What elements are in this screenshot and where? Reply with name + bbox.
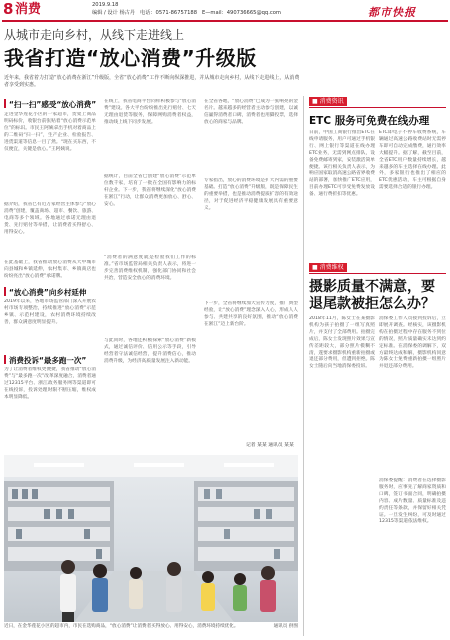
- phone: 电话：0571-86757188: [139, 10, 198, 16]
- caption-text: 近日，在金华莲花小区的超市内，市民在选购商品，“放心消费”让消费者买得放心、用得安心，消费环境持续优化。: [4, 624, 239, 629]
- body-text: 与此同时，各地还积极探索“放心消费”新模式，通过诚信评价、信用公示等手段，引导经营者守法诚信经营，提升消费信心，推动消费升级，为经济高质量发展注入新动能。: [104, 338, 196, 364]
- tag-rule: [309, 273, 446, 274]
- kicker: 从城市走向乡村，从线下走进线上: [4, 28, 185, 42]
- subhead-rural: “放心消费”向乡村延伸: [9, 288, 87, 297]
- issue-date: 2019.9.18: [92, 2, 119, 8]
- photo-caption: [4, 624, 298, 630]
- subhead-marker: [4, 287, 6, 296]
- etc-body-right: ETC即电子不停车收费系统，车辆通过高速公路收费站时无需停车即可自动完成缴费，通行效率大幅提升。据了解，截至目前，全省ETC用户数量持续增长，越来越多的车主选择在线办理。此外，多家银行也推出了相应的ETC优惠活动，车主可根据自身需要选择合适的银行办理。: [379, 130, 446, 191]
- rights-headline: 摄影质量不满意，要退尾款被拒怎么办？: [309, 279, 435, 312]
- body-text: 走进金华莲花小区的一家超市，货架上商品明码标价，收银台前张贴着“放心消费示范单位”的标识。市民王阿姨拿出手机对着商品上的二维码“扫一扫”，生产企业、检验报告、进货渠道等信息一目了然。“现在买东西，不仅便宜，关键是放心。”王阿姨说。: [4, 112, 96, 152]
- tag-rule: [309, 107, 446, 108]
- body-text: 在全省各地，“放心消费”已成为一张响亮的金名片。越来越多的经营者主动参与创建，以诚信赢得消费者口碑，消费者也用脚投票，选择放心的商家与品牌。: [204, 99, 298, 125]
- rights-body-left: 2018年11月，陈女士在某摄影机构为孩子拍摄了一组写真照片，并支付了全部费用。拍摄完成后，陈女士发现照片效果与宣传差距较大，部分照片模糊不清，遂要求摄影机构重新拍摄或退还部分费用，但遭到拒绝。陈女士随后向当地消保委投诉。: [309, 316, 375, 370]
- body-text: “消费者的满意度就是检验我们工作的标准。”省市场监管局相关负责人表示，将进一步完善消费维权机制，强化部门协同和社会共治，营造安全放心的消费环境。: [104, 255, 196, 281]
- subhead-marker: [4, 99, 6, 108]
- etc-body-left: 日前，中国工商银行推出ETC在线申请服务，用户可通过手机银行、网上银行等渠道在线办理ETC业务，无需到网点排队，设备免费邮寄到家，安装激活简单便捷。该行相关负责人表示，为响应国家取消高速公路省界收费站的部署，加快推广ETC应用，目前办理ETC可享受免费发放设备、通行费折扣等优惠。: [309, 130, 375, 198]
- etc-headline: ETC 服务可免费在线办理: [309, 115, 430, 127]
- photo-credit: 通讯员 供图: [273, 624, 298, 629]
- body-text: 在线上，我省电商平台同样积极参与“放心消费”建设。各大平台纷纷推出先行赔付、七天无理由退货等服务，保障网购消费者权益，推动线上线下同步发展。: [104, 99, 196, 125]
- rights-body-mid: 消保委工作人员接到投诉后，立即展开调查。经核实，该摄影机构在拍摄过程中存在服务不到位的情况，照片质量确实未达到约定标准。在消保委的调解下，双方最终达成和解，摄影机构同意为陈女士免费重新拍摄一组照片并退还部分费用。: [379, 316, 446, 370]
- body-text: 下一步，全省将继续加大宣传力度，推广典型经验，让“放心消费”理念深入人心，形成人人参与、共建共享的良好氛围，推动“放心消费在浙江”迈上新台阶。: [204, 301, 298, 327]
- lead-paragraph: 近年来，我省着力打造“放心消费在浙江”升级版，全省“放心消费”工作不断向纵深推进，并从城市走向乡村，从线下走进线上，从消费者享受到实惠。: [4, 75, 300, 88]
- subhead-scan: “扫一扫”感受“放心消费”: [9, 100, 97, 109]
- body-text: 为了让消费者维权更便捷，我省推动“放心消费”与“最多跑一次”改革深度融合，消费者通过12315平台、浙江政务服务网等渠道即可在线投诉，投诉处理时限不断压缩，维权成本明显降低。: [4, 367, 96, 400]
- column-divider: [303, 96, 304, 636]
- section-tag-news: ■ 消费资讯: [309, 97, 347, 106]
- rights-body-right: 消保委提醒：消费者在选择摄影服务时，应事先了解商家资质和口碑，签订书面合同，明确拍摄内容、成片数量、质量标准及违约责任等条款，并保留好相关凭证。一旦发生纠纷，可及时通过12315等渠道依法维权。: [379, 478, 446, 525]
- headline: 我省打造“放心消费”升级版: [4, 46, 257, 70]
- editor-info: [92, 10, 281, 17]
- newspaper-logo: 都市快报: [368, 6, 416, 19]
- body-text: 在此基础上，我省推动放心消费从大中城市向县城和乡镇延伸，农村集市、乡镇商店也纷纷亮出“放心消费”承诺牌。: [4, 260, 96, 279]
- header-rule: [2, 20, 448, 22]
- body-text: 专家指出，放心的消费环境是扩大内需的重要基础。打造“放心消费”升级版，既是保障民生的重要举措，也是推动消费提质扩容的有效途径，对于促进经济平稳健康发展具有重要意义。: [204, 178, 298, 211]
- body-text: 据介绍，我省已有近万家经营主体参与“放心消费”创建，覆盖商场、超市、餐饮、旅游、电商等多个领域。各地通过承诺无理由退货、先行赔付等举措，让消费者买得舒心、用得安心。: [4, 202, 96, 235]
- body-text: 2019年以来，各地市场监管部门深入开展农村市场专项整治，持续推进“放心消费”示范乡镇、示范村建设，农村消费环境持续改善，群众满意度明显提升。: [4, 299, 96, 325]
- editor: 编辑 / 设计 杨古丹: [92, 10, 136, 16]
- section-tag-rights: ■ 消费维权: [309, 263, 347, 272]
- photo-illustration: [4, 455, 298, 622]
- email: E—mail：490736665@qq.com: [201, 10, 281, 16]
- masthead: [0, 0, 450, 22]
- byline: 记者 某某 通讯员 某某: [246, 443, 294, 448]
- page-number: 8: [3, 0, 14, 18]
- subhead-marker: [4, 355, 6, 364]
- body-text: 据统计，目前全省已创建“放心消费”示范单位数千家，培育了一批在全国有影响力的标杆企业。下一步，我省将继续深化“放心消费在浙江”行动，让群众消费更加放心、舒心、安心。: [104, 174, 196, 207]
- section-title: 消费: [15, 2, 42, 17]
- subhead-complaint: 消费投诉“最多跑一次”: [9, 356, 87, 365]
- supermarket-photo: [4, 455, 298, 622]
